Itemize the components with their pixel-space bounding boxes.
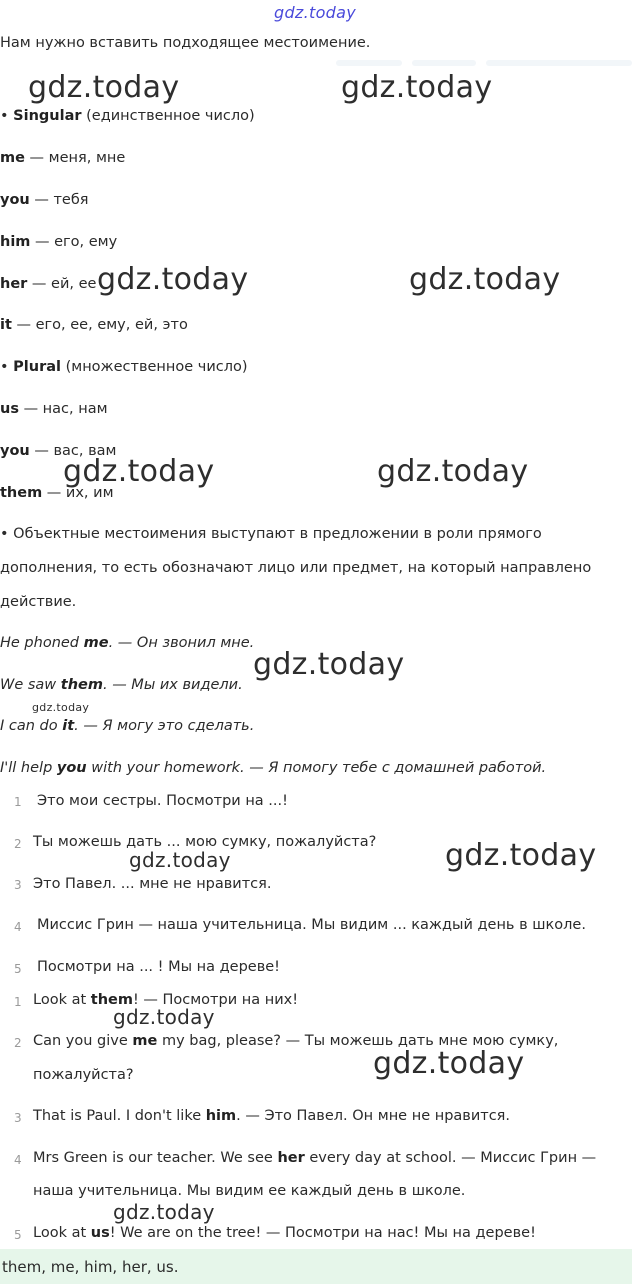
pronoun-us: us — нас, нам <box>0 401 108 417</box>
intro-text: Нам нужно вставить подходящее местоимение. <box>0 35 371 51</box>
task-item: Это Павел. ... мне не нравится. <box>33 876 272 892</box>
final-answer-bar <box>0 1249 632 1284</box>
example-3: I can do it. — Я могу это сделать. <box>0 718 255 734</box>
answer-number: 4 <box>14 1153 22 1167</box>
watermark-logo: gdz.today <box>129 848 231 872</box>
pronoun-me: me — меня, мне <box>0 150 126 166</box>
watermark-logo: gdz.today <box>445 838 597 873</box>
answer-item: Look at them! — Посмотри на них! <box>33 992 299 1008</box>
answer-item-continued: наша учительница. Мы видим ее каждый день в школе. <box>33 1183 466 1199</box>
watermark-logo: gdz.today <box>341 70 493 105</box>
example-2: We saw them. — Мы их видели. <box>0 677 243 693</box>
rule-line-3: действие. <box>0 594 77 610</box>
watermark-logo: gdz.today <box>113 1200 215 1224</box>
watermark-logo: gdz.today <box>63 454 215 489</box>
watermark-logo: gdz.today <box>32 701 90 714</box>
singular-heading: • Singular (единственное число) <box>0 108 255 124</box>
faint-toolbar <box>336 60 632 66</box>
watermark-logo: gdz.today <box>28 70 180 105</box>
example-1: He phoned me. — Он звонил мне. <box>0 635 255 651</box>
rule-line-2: дополнения, то есть обозначают лицо или предмет, на который направлено <box>0 560 592 576</box>
watermark-logo: gdz.today <box>409 262 561 297</box>
answer-item: That is Paul. I don't like him. — Это Павел. Он мне не нравится. <box>33 1108 511 1124</box>
pronoun-it: it — его, ее, ему, ей, это <box>0 317 188 333</box>
task-number: 3 <box>14 878 22 892</box>
pronoun-her: her — ей, ее <box>0 276 97 292</box>
answer-number: 1 <box>14 995 22 1009</box>
watermark-logo: gdz.today <box>253 647 405 682</box>
rule-line-1: • Объектные местоимения выступают в предложении в роли прямого <box>0 526 542 542</box>
task-item: Это мои сестры. Посмотри на ...! <box>37 793 288 809</box>
example-4: I'll help you with your homework. — Я помогу тебе с домашней работой. <box>0 760 547 776</box>
final-answer: them, me, him, her, us. <box>2 1258 179 1276</box>
task-item: Миссис Грин — наша учительница. Мы видим ... каждый день в школе. <box>37 917 586 933</box>
watermark-logo: gdz.today <box>373 1046 525 1081</box>
answer-number: 2 <box>14 1036 22 1050</box>
watermark-logo: gdz.today <box>274 3 356 22</box>
watermark-logo: gdz.today <box>97 262 249 297</box>
task-number: 5 <box>14 962 22 976</box>
task-number: 4 <box>14 920 22 934</box>
answer-number: 5 <box>14 1228 22 1242</box>
plural-heading: • Plural (множественное число) <box>0 359 248 375</box>
watermark-logo: gdz.today <box>377 454 529 489</box>
answer-item: Can you give me my bag, please? — Ты можешь дать мне мою сумку, <box>33 1033 559 1049</box>
answer-item-continued: пожалуйста? <box>33 1067 134 1083</box>
task-item: Посмотри на ... ! Мы на дереве! <box>37 959 280 975</box>
task-number: 1 <box>14 795 22 809</box>
pronoun-you: you — тебя <box>0 192 89 208</box>
answer-item: Look at us! We are on the tree! — Посмотри на нас! Мы на дереве! <box>33 1225 536 1241</box>
task-number: 2 <box>14 837 22 851</box>
answer-number: 3 <box>14 1111 22 1125</box>
pronoun-you-plural: you — вас, вам <box>0 443 117 459</box>
answer-item: Mrs Green is our teacher. We see her every day at school. — Миссис Грин — <box>33 1150 597 1166</box>
watermark-logo: gdz.today <box>113 1005 215 1029</box>
task-item: Ты можешь дать ... мою сумку, пожалуйста? <box>33 834 377 850</box>
pronoun-him: him — его, ему <box>0 234 118 250</box>
pronoun-them: them — их, им <box>0 485 114 501</box>
